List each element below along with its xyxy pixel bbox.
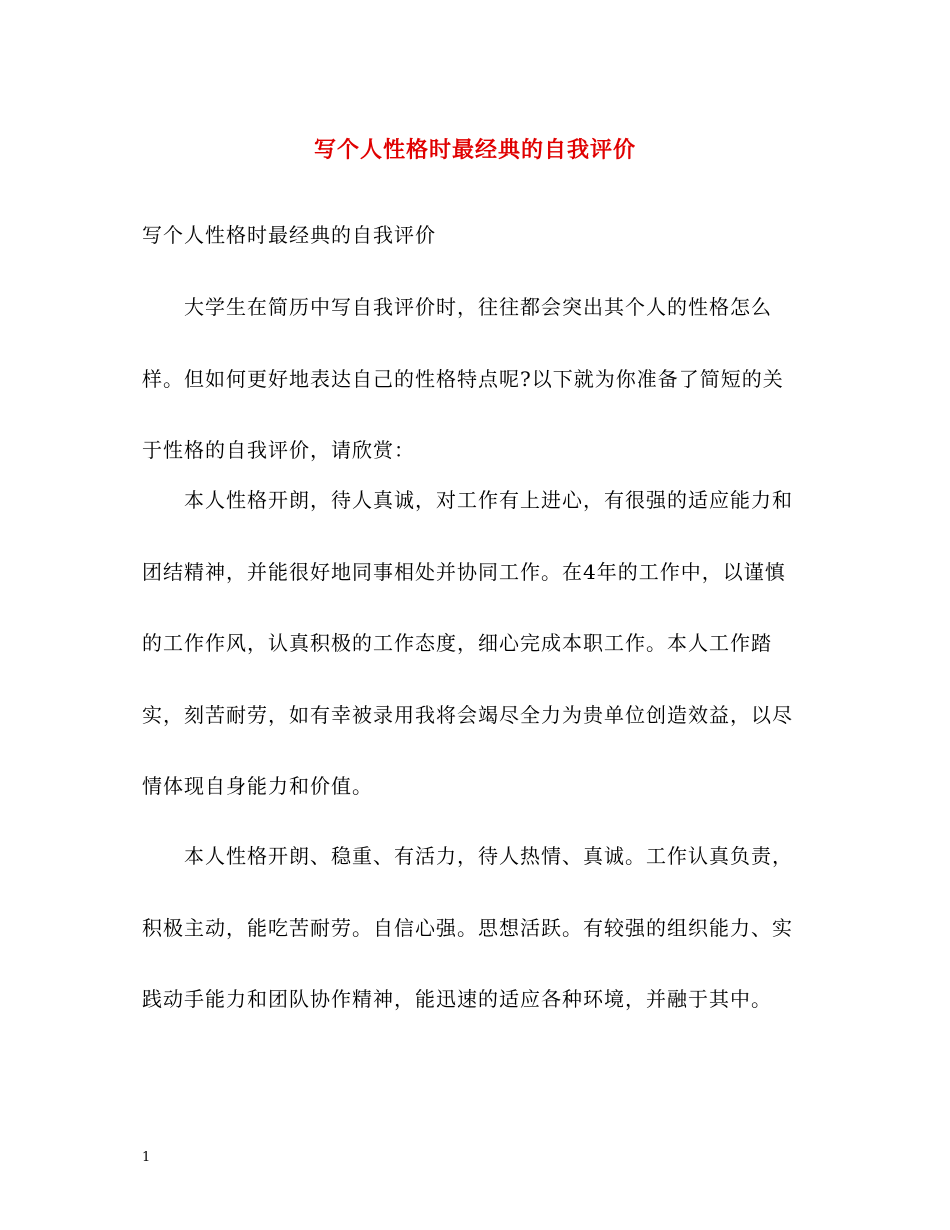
page-number: 1	[142, 1150, 151, 1165]
paragraph-example-2: 本人性格开朗、稳重、有活力，待人热情、真诚。工作认真负责，积极主动，能吃苦耐劳。自信心强。思想活跃。有较强的组织能力、实践动手能力和团队协作精神，能迅速的适应各种环境，并融于其中。	[142, 844, 793, 1011]
document-title: 写个人性格时最经典的自我评价	[313, 137, 636, 163]
paragraph-example-1: 本人性格开朗，待人真诚，对工作有上进心，有很强的适应能力和团结精神，并能很好地同事相处并协同工作。在4年的工作中，以谨慎的工作作风，认真积极的工作态度，细心完成本职工作。本人工作踏实，刻苦耐劳，如有幸被录用我将会竭尽全力为贵单位创造效益，以尽情体现自身能力和价值。	[142, 488, 793, 798]
document-subtitle: 写个人性格时最经典的自我评价	[142, 223, 436, 247]
paragraph-intro: 大学生在简历中写自我评价时，往往都会突出其个人的性格怎么样。但如何更好地表达自己的性格特点呢?以下就为你准备了简短的关于性格的自我评价，请欣赏：	[142, 295, 784, 462]
